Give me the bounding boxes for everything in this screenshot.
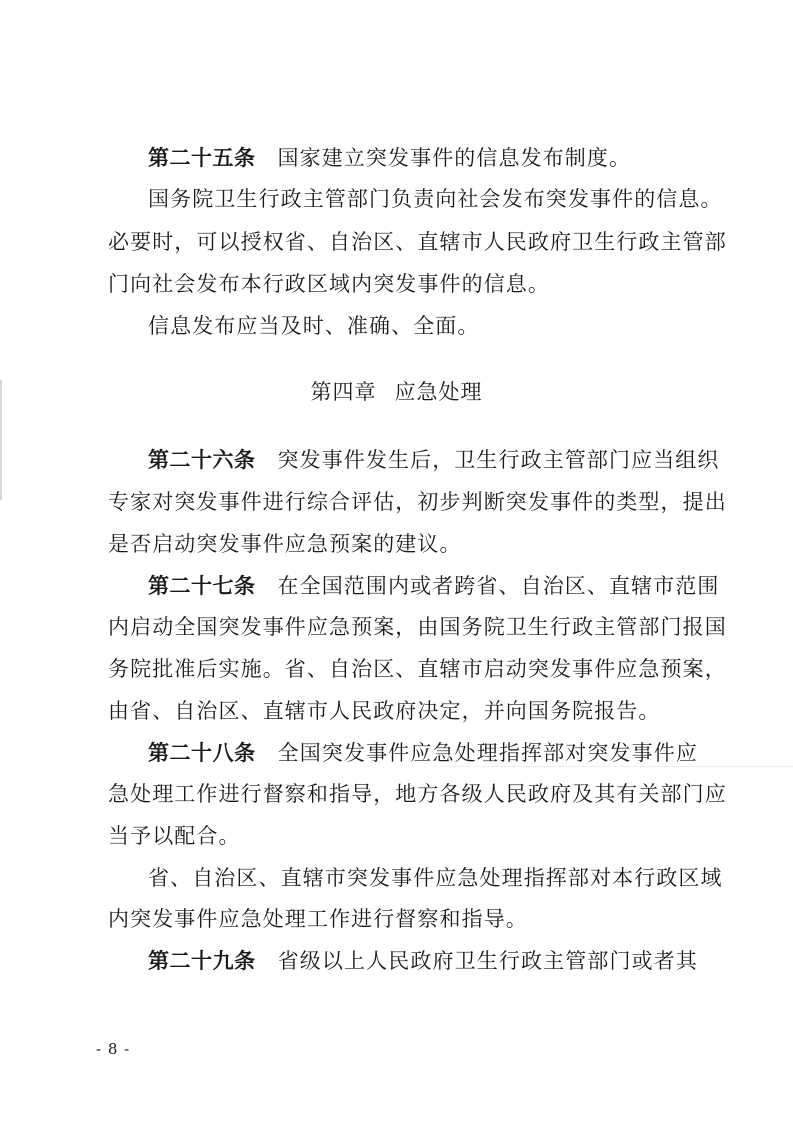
article-26-label: 第二十六条	[148, 448, 256, 472]
article-25-paragraph-3-line-1: 信息发布应当及时、准确、全面。	[148, 314, 480, 338]
chapter-number: 第四章	[310, 380, 377, 404]
article-25-paragraph-2-line-3: 门向社会发布本行政区域内突发事件的信息。	[108, 272, 550, 296]
page-number: - 8 -	[96, 1040, 131, 1058]
article-26-line-1	[148, 440, 720, 480]
chapter-heading	[0, 372, 793, 412]
article-26-line-2: 专家对突发事件进行综合评估，初步判断突发事件的类型，提出	[108, 490, 727, 514]
article-27-label: 第二十七条	[148, 574, 256, 598]
chapter-title: 应急处理	[394, 380, 483, 404]
article-27-line-1	[148, 566, 720, 606]
article-25-paragraph-2-line-2: 必要时，可以授权省、自治区、直辖市人民政府卫生行政主管部	[108, 230, 727, 254]
article-29-text-1: 省级以上人民政府卫生行政主管部门或者其	[277, 949, 699, 973]
article-27-line-4: 由省、自治区、直辖市人民政府决定，并向国务院报告。	[108, 699, 661, 723]
article-29-line-1	[148, 941, 698, 981]
article-28-label: 第二十八条	[148, 741, 256, 765]
article-28-line-2: 急处理工作进行督察和指导，地方各级人民政府及其有关部门应	[108, 782, 727, 806]
article-27-line-2: 内启动全国突发事件应急预案，由国务院卫生行政主管部门报国	[108, 615, 727, 639]
article-25-label: 第二十五条	[148, 146, 256, 170]
article-27-text-1: 在全国范围内或者跨省、自治区、直辖市范围	[277, 574, 720, 598]
article-28-line-1	[148, 733, 698, 773]
article-25-text-1: 国家建立突发事件的信息发布制度。	[277, 146, 632, 170]
article-29-label: 第二十九条	[148, 949, 256, 973]
article-26-line-3: 是否启动突发事件应急预案的建议。	[108, 532, 462, 556]
article-28-line-3: 当予以配合。	[108, 824, 241, 848]
article-25-paragraph-2-line-1: 国务院卫生行政主管部门负责向社会发布突发事件的信息。	[148, 187, 723, 211]
article-26-text-1: 突发事件发生后，卫生行政主管部门应当组织	[277, 448, 720, 472]
article-28-paragraph-2-line-1: 省、自治区、直辖市突发事件应急处理指挥部对本行政区域	[148, 866, 723, 890]
article-25-line-1	[148, 138, 698, 178]
article-27-line-3: 务院批准后实施。省、自治区、直辖市启动突发事件应急预案，	[108, 657, 727, 681]
article-28-paragraph-2-line-2: 内突发事件应急处理工作进行督察和指导。	[108, 907, 528, 931]
article-28-text-1: 全国突发事件应急处理指挥部对突发事件应	[277, 741, 699, 765]
